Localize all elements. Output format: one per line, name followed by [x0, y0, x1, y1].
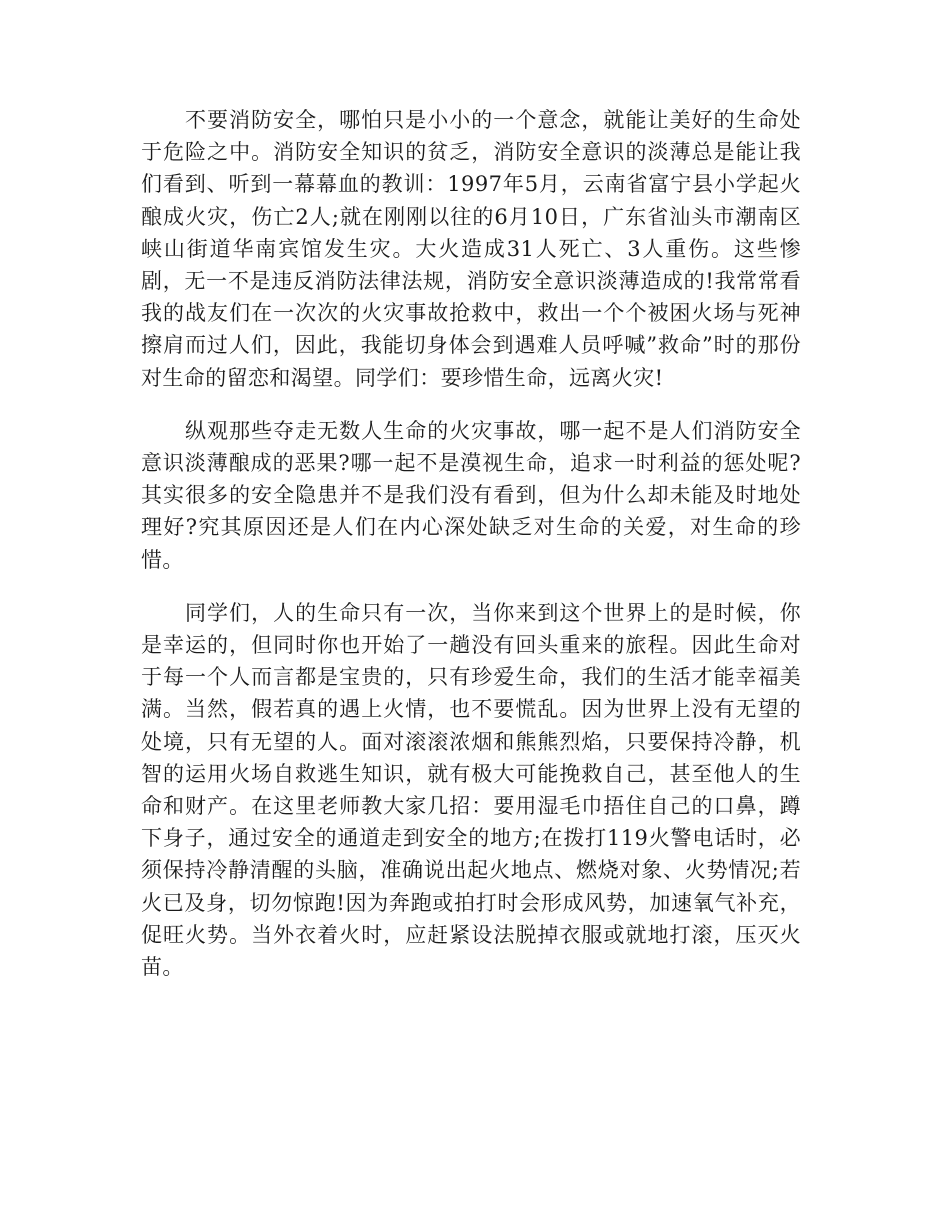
- paragraph-1: 不要消防安全，哪怕只是小小的一个意念，就能让美好的生命处于危险之中。消防安全知识的贫乏，消防安全意识的淡薄总是能让我们看到、听到一幕幕血的教训：1997年5月，云南省富宁县小学起火酿成火灾，伤亡2人;就在刚刚以往的6月10日，广东省汕头市潮南区峡山街道华南宾馆发生灾。大火造成31人死亡、3人重伤。这些惨剧，无一不是违反消防法律法规，消防安全意识淡薄造成的!我常常看我的战友们在一次次的火灾事故抢救中，救出一个个被困火场与死神擦肩而过人们，因此，我能切身体会到遇难人员呼喊”救命”时的那份对生命的留恋和渴望。同学们：要珍惜生命，远离火灾!: [141, 108, 801, 390]
- paragraph-2: 纵观那些夺走无数人生命的火灾事故，哪一起不是人们消防安全意识淡薄酿成的恶果?哪一起不是漠视生命，追求一时利益的惩处呢?其实很多的安全隐患并不是我们没有看到，但为什么却未能及时地处理好?究其原因还是人们在内心深处缺乏对生命的关爱，对生命的珍惜。: [141, 418, 801, 572]
- document-body: [141, 104, 801, 983]
- paragraph-3: 同学们，人的生命只有一次，当你来到这个世界上的是时候，你是幸运的，但同时你也开始了一趟没有回头重来的旅程。因此生命对于每一个人而言都是宝贵的，只有珍爱生命，我们的生活才能幸福美满。当然，假若真的遇上火情，也不要慌乱。因为世界上没有无望的处境，只有无望的人。面对滚滚浓烟和熊熊烈焰，只要保持冷静，机智的运用火场自救逃生知识，就有极大可能挽救自己，甚至他人的生命和财产。在这里老师教大家几招：要用湿毛巾捂住自己的口鼻，蹲下身子，通过安全的通道走到安全的地方;在拨打119火警电话时，必须保持冷静清醒的头脑，准确说出起火地点、燃烧对象、火势情况;若火已及身，切勿惊跑!因为奔跑或拍打时会形成风势，加速氧气补充，促旺火势。当外衣着火时，应赶紧设法脱掉衣服或就地打滚，压灭火苗。: [141, 600, 801, 980]
